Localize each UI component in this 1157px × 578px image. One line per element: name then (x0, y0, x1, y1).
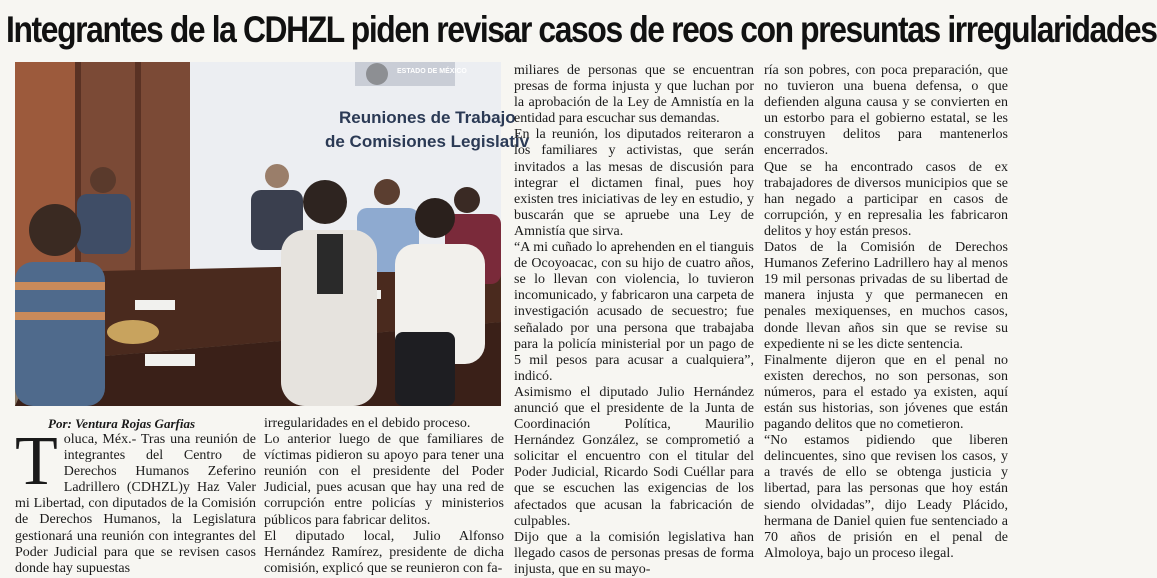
news-photo (15, 62, 530, 406)
column-4 (764, 63, 1008, 578)
backdrop-seal-text: ESTADO DE MÉXICO (397, 68, 467, 75)
column-2-paragraph: El diputado local, Julio Alfonso Hernández Ramírez, presidente de dicha comisión, explicó que se reunieron con fa- (264, 528, 504, 576)
column-4-paragraph: Finalmente dijeron que en el penal no existen derechos, no son personas, son números, para el estado ya existen, aquí están sus historias, son jóvenes que están pagando delitos que no cometieron. (764, 352, 1008, 433)
column-3-paragraph: “A mi cuñado lo aprehenden en el tianguis de Ocoyoacac, con su hijo de cuatro años, se lo llevan con violencia, lo tuvieron incomunicado, y fabricaron una carpeta de investigación acusado de secuestro; fue señalado por una persona que trabajaba para la policía ministerial por un pago de 5 mil pesos para acusar a cualquiera”, indicó. (514, 240, 754, 384)
column-3-paragraph: En la reunión, los diputados reiteraron a los familiares y activistas, que serán invitados a las mesas de discusión para integrar el dictamen final, pues hoy existen tres iniciativas de ley en estudio, y buscarán que se apruebe una Ley de Amnistía que sirva. (514, 127, 754, 239)
column-2-paragraph: Lo anterior luego de que familiares de víctimas pidieron su apoyo para tener una reunión con el presidente del Poder Judicial, pues acusan que hay una red de corrupción entre policías y ministerios públicos para fabricar delitos. (264, 432, 504, 528)
column-4-paragraph: “No estamos pidiendo que liberen delincuentes, sino que revisen los casos, y a través de ello se obtenga justicia y libertad, para las personas que hoy están siendo olvidadas”, dijo Leady Plácido, hermana de Daniel quien fue sentenciado a 70 años de prisión en el penal de Almoloya, bajo un proceso ilegal. (764, 433, 1008, 561)
byline: Por: Ventura Rojas Garfias (48, 416, 195, 431)
column-4-paragraph: Que se ha encontrado casos de ex trabajadores de diversos municipios que se han negado a participar en casos de corrupción, y en represalia les fabricaron delitos y hoy están presos. (764, 159, 1008, 239)
column-4-paragraph: ría son pobres, con poca preparación, que no tuvieron una buena defensa, o que defienden alguna causa y se convierten en un estorbo para el gobierno estatal, se les construyen delitos para mantenerlos encerrados. (764, 63, 1008, 159)
column-4-paragraph: Datos de la Comisión de Derechos Humanos Zeferino Ladrillero hay al menos 19 mil personas privadas de su libertad de manera injusta y que permanecen en penales mexiquenses, en muchos casos, donde llevan años sin que se revise su expediente ni se les dicte sentencia. (764, 240, 1008, 352)
column-2-paragraph: irregularidades en el debido proceso. (264, 416, 471, 431)
column-2 (264, 416, 504, 578)
column-3 (514, 63, 754, 578)
column-3-paragraph: miliares de personas que se encuentran presas de forma injusta y que luchan por la aprobación de la Ley de Amnistía en la entidad para escuchar sus demandas. (514, 63, 754, 127)
column-3-paragraph: Asimismo el diputado Julio Hernández anunció que el presidente de la Junta de Coordinación Política, Maurilio Hernández González, se comprometió a solicitar el encuentro con el titular del Poder Judicial, Ricardo Sodi Cuéllar para que se escuchen las exigencias de los afectados que acusan la fabricación de culpables. (514, 384, 754, 529)
column-3-paragraph: Dijo que a la comisión legislativa han llegado casos de personas presas de forma injusta, que en su mayo- (514, 529, 754, 577)
column-1-text: oluca, Méx.- Tras una reunión de integrantes del Centro de Derechos Humanos Zeferino Ladrillero (CDHZL)y Haz Valer mi Libertad, con diputados de la Comisión de Derechos Humanos, la Legislatura gestionará una reunión con integrantes del Poder Judicial para que se revisen casos donde hay supuestas (15, 432, 256, 576)
backdrop-line2: de Comisiones Legislativ (325, 132, 530, 151)
dropcap: T (15, 423, 58, 500)
headline: Integrantes de la CDHZL piden revisar casos de reos con presuntas irregularidades (6, 9, 1157, 50)
backdrop-line1: Reuniones de Trabajo (339, 108, 516, 127)
